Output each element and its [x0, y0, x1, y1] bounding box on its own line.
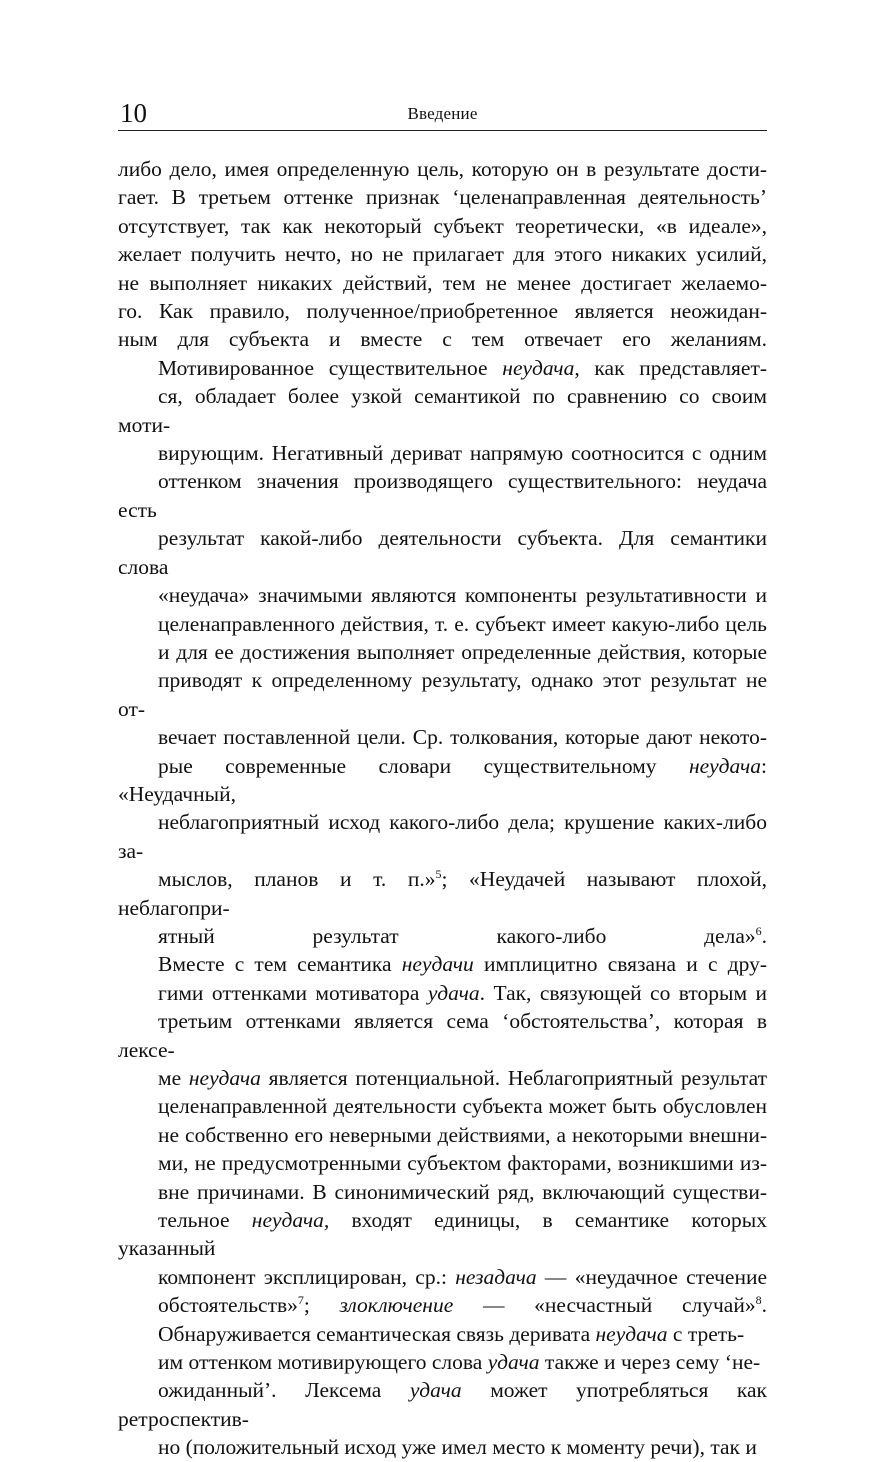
- text-line: [118, 581, 767, 609]
- text-segment: ме: [158, 1066, 189, 1090]
- footnote-ref: 5: [435, 867, 442, 881]
- text-line: [118, 325, 767, 353]
- text-segment: Мотивированное существительное: [158, 355, 503, 380]
- text-line: [118, 1121, 767, 1149]
- text-line: [118, 950, 767, 978]
- text-line: [118, 297, 767, 325]
- italic-term: неудача,: [251, 1208, 330, 1233]
- text-line: [118, 1348, 767, 1376]
- paragraph-1: [118, 155, 767, 354]
- text-segment: ;: [303, 1293, 340, 1318]
- text-line: [118, 1320, 767, 1348]
- footnote-ref: 7: [297, 1293, 304, 1308]
- body-text: [118, 155, 767, 1462]
- text-segment: либо дело, имея определенную цель, которую он в результате дости-: [118, 157, 767, 181]
- italic-term: удача: [487, 1350, 540, 1375]
- text-segment: входят единицы, в семантике которых указанный: [118, 1208, 767, 1261]
- text-line: [118, 1092, 767, 1120]
- text-line: [118, 1007, 767, 1064]
- text-line: [118, 467, 767, 524]
- text-segment: неблагоприятный исход какого-либо дела; крушение каких-либо за-: [118, 810, 767, 863]
- text-segment: является потенциальной. Неблагоприятный результат: [260, 1066, 767, 1090]
- text-segment: го. Как правило, полученное/приобретенное является неожидан-: [118, 299, 767, 324]
- text-line: [118, 439, 767, 467]
- text-line: [118, 1263, 767, 1291]
- text-segment: — «несчастный случай»: [453, 1293, 756, 1318]
- text-line: [118, 638, 767, 666]
- text-line: [118, 1064, 767, 1092]
- text-line: [118, 865, 767, 922]
- italic-term: неудача: [188, 1066, 261, 1090]
- italic-term: неудача: [595, 1321, 668, 1346]
- text-line: [118, 269, 767, 297]
- text-line: [118, 979, 767, 1007]
- text-line: [118, 752, 767, 809]
- text-segment: приводят к определенному результату, однако этот результат не от-: [118, 668, 767, 721]
- text-segment: тельное: [158, 1208, 252, 1233]
- text-segment: обстоятельств»: [158, 1293, 298, 1318]
- italic-term: удача: [427, 980, 480, 1005]
- text-segment: Обнаруживается семантическая связь деривата: [158, 1321, 596, 1346]
- text-segment: третьим оттенками является сема ‘обстоятельства’, которая в лексе-: [118, 1009, 767, 1062]
- text-segment: вне причинами. В синонимический ряд, включающий существи-: [158, 1179, 767, 1204]
- text-line: [118, 1149, 767, 1177]
- text-segment: : «Неудачный,: [118, 753, 767, 806]
- text-line: [118, 354, 767, 382]
- text-segment: оттенком значения производящего существительного: неудача есть: [118, 469, 767, 522]
- text-segment: вечает поставленной цели. Ср. толкования, которые дают некото-: [158, 725, 767, 750]
- text-line: [118, 1433, 767, 1461]
- text-line: [118, 1376, 767, 1433]
- italic-term: незадача: [455, 1264, 537, 1289]
- text-segment: .: [761, 923, 767, 948]
- text-line: [118, 1178, 767, 1206]
- text-segment: им оттенком мотивирующего слова: [158, 1350, 488, 1375]
- text-line: [118, 183, 767, 211]
- text-line: [118, 155, 767, 183]
- text-line: [118, 666, 767, 723]
- text-segment: желает получить нечто, но не прилагает для этого никаких усилий,: [118, 242, 767, 267]
- paragraph-2: [118, 354, 767, 951]
- text-segment: целенаправленного действия, т. е. субъект имеет какую-либо цель: [158, 611, 767, 636]
- text-line: [118, 1206, 767, 1263]
- text-line: [118, 1291, 767, 1319]
- text-segment: мыслов, планов и т. п.»: [158, 867, 436, 892]
- text-segment: результат какой-либо деятельности субъекта. Для семантики слова: [118, 526, 767, 579]
- text-segment: вирующим. Негативный дериват напрямую соотносится с одним: [158, 441, 767, 466]
- running-title: Введение: [407, 104, 478, 123]
- italic-term: неудачи: [401, 952, 474, 977]
- text-segment: , как представляет-: [574, 355, 768, 380]
- text-line: [118, 524, 767, 581]
- italic-term: злоключение: [339, 1293, 454, 1318]
- paragraph-4: [118, 1320, 767, 1462]
- text-segment: гими оттенками мотиватора: [158, 980, 428, 1005]
- text-segment: и для ее достижения выполняет определенные действия, которые: [158, 639, 767, 664]
- text-segment: имплицитно связана и с дру-: [473, 952, 768, 977]
- text-segment: ся, обладает более узкой семантикой по сравнению со своим моти-: [118, 384, 767, 437]
- text-segment: рые современные словари существительному: [158, 753, 689, 778]
- text-segment: .: [761, 1293, 767, 1318]
- footnote-ref: 8: [755, 1293, 762, 1308]
- text-segment: с треть-: [667, 1321, 745, 1346]
- italic-term: неудача: [688, 753, 762, 778]
- text-line: [118, 808, 767, 865]
- text-segment: отсутствует, так как некоторый субъект теоретически, «в идеале»,: [118, 213, 767, 238]
- text-segment: ным для субъекта и вместе с тем отвечает его желаниям.: [118, 327, 767, 352]
- italic-term: удача: [409, 1378, 462, 1403]
- text-segment: не выполняет никаких действий, тем не менее достигает желаемо-: [118, 270, 767, 295]
- text-line: [118, 240, 767, 268]
- text-segment: ожиданный’. Лексема: [158, 1378, 410, 1403]
- text-segment: «неудача» значимыми являются компоненты результативности и: [158, 583, 767, 608]
- text-segment: также и через сему ‘не-: [539, 1350, 761, 1375]
- text-line: [118, 610, 767, 638]
- text-segment: . Так, связующей со вторым и: [479, 980, 768, 1005]
- text-segment: не собственно его неверными действиями, а некоторыми внешни-: [158, 1122, 767, 1147]
- text-line: [118, 212, 767, 240]
- text-segment: ми, не предусмотренными субъектом факторами, возникшими из-: [158, 1151, 767, 1176]
- text-segment: — «неудачное стечение: [536, 1264, 767, 1289]
- paragraph-3: [118, 950, 767, 1319]
- page-number: 10: [120, 98, 147, 128]
- text-segment: ятный результат какого-либо дела»: [158, 923, 756, 948]
- footnote-ref: 6: [755, 923, 762, 938]
- text-segment: ; «Неудачей называют плохой, неблагопри-: [118, 867, 767, 920]
- page-header: [118, 96, 767, 131]
- text-segment: гает. В третьем оттенке признак ‘целенаправленная деятельность’: [118, 185, 767, 210]
- text-line: [118, 922, 767, 950]
- text-segment: Вместе с тем семантика: [158, 952, 402, 977]
- text-line: [118, 723, 767, 751]
- italic-term: неудача: [502, 355, 575, 380]
- text-segment: целенаправленной деятельности субъекта может быть обусловлен: [158, 1094, 767, 1119]
- text-segment: может употребляться как ретроспектив-: [118, 1378, 767, 1431]
- text-segment: компонент эксплицирован, ср.:: [158, 1264, 456, 1289]
- text-segment: но (положительный исход уже имел место к моменту речи), так и: [158, 1435, 757, 1460]
- text-line: [118, 382, 767, 439]
